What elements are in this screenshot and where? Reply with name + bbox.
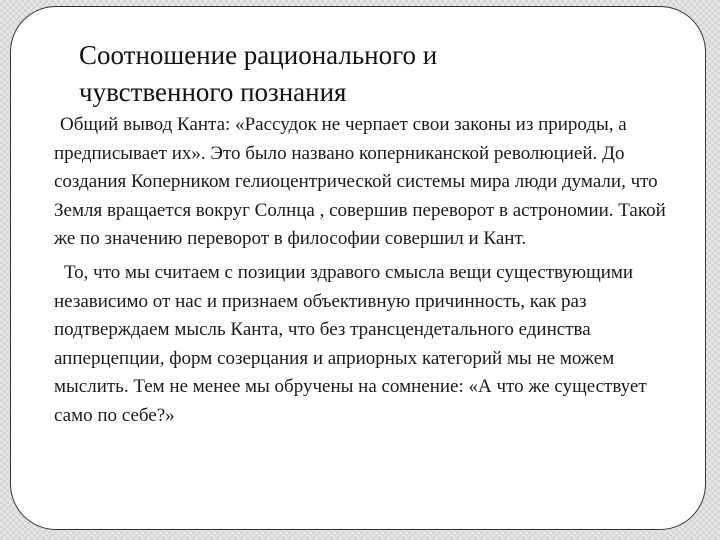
slide-title-line-2: чувственного познания [79,77,347,107]
slide-body [54,111,679,431]
paragraph-kant-conclusion: Общий вывод Канта: «Рассудок не черпает свои законы из природы, а предписывает их». Это было названо коперниканской революцией. До создания Коперником гелиоцентрической системы мира люди думали, что Земля вращается вокруг Солнца , совершив переворот в астрономии. Такой же по значению переворот в философии совершил и Кант. [54,114,666,250]
slide-panel [10,6,706,530]
slide-title-line-1: Соотношение рационального и [79,40,438,70]
slide-title [79,37,679,111]
paragraph-common-sense: То, что мы считаем с позиции здравого смысла вещи существующими независимо от нас и признаем объективную причинность, как раз подтверждаем мысль Канта, что без трансцендетального единства апперцепции, форм созерцания и априорных категорий мы не можем мыслить. Тем не менее мы обручены на сомнение: «А что же существует само по себе?» [54,261,647,426]
